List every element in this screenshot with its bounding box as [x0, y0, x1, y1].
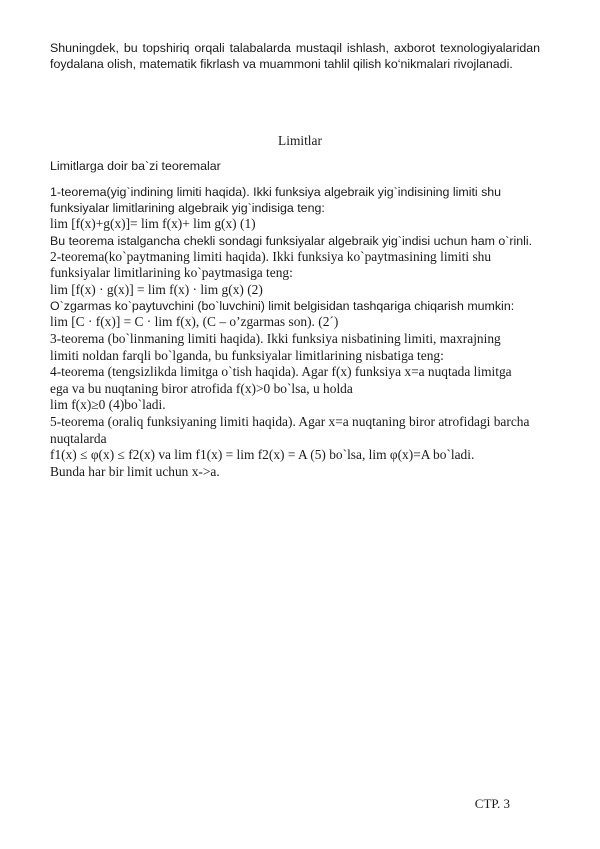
formula-5: f1(x) ≤ φ(x) ≤ f2(x) va lim f1(x) = lim f2(x) = A (5) bo`lsa, lim φ(x)=A bo`ladi.	[50, 447, 475, 463]
theorem-4-line-1: 4-teorema (tengsizlikda limitga o`tish haqida). Agar f(x) funksiya x=a nuqtada limitga	[50, 364, 512, 380]
section-heading: Limitlar	[278, 133, 322, 148]
theorem-1-line-1: 1-teorema(yig`indining limiti haqida). Ikki funksiya algebraik yig`indisining limiti shu	[50, 185, 502, 199]
theorem-5-note: Bunda har bir limit uchun x->a.	[50, 463, 220, 479]
theorem-5-line-1: 5-teorema (oraliq funksiyaning limiti haqida). Agar x=a nuqtaning biror atrofidagi barcha nuqtalarda	[50, 413, 530, 446]
theorem-2-line-2: funksiyalar limitlarining ko`paytmasiga teng:	[50, 265, 293, 281]
theorems-body	[50, 184, 540, 480]
constant-factor-note: O`zgarmas ko`paytuvchini (bo`luvchini) limit belgisidan tashqariga chiqarish mumkin:	[50, 299, 515, 314]
page-number: СТР. 3	[474, 796, 510, 811]
formula-1: lim [f(x)+g(x)]= lim f(x)+ lim g(x) (1)	[50, 216, 256, 231]
theorem-4-line-2: ega va bu nuqtaning biror atrofida f(x)>0 bo`lsa, u holda	[50, 380, 353, 396]
formula-2-prime: lim [C · f(x)] = C · lim f(x), (C – o’zgarmas son). (2´)	[50, 314, 339, 330]
intro-paragraph: Shuningdek, bu topshiriq orqali talabalarda mustaqil ishlash, axborot texnologiyalaridan foydalana olish, matematik fikrlash va muammoni tahlil qilish ko‘nikmalari rivojlanadi.	[50, 41, 540, 71]
theorem-3-line-2: limiti noldan farqli bo`lganda, bu funksiyalar limitlarining nisbatiga teng:	[50, 347, 444, 363]
theorem-1-note: Bu teorema istalgancha chekli sondagi funksiyalar algebraik yig`indisi uchun ham o`rinli.	[50, 233, 533, 248]
formula-2: lim [f(x) · g(x)] = lim f(x) · lim g(x) (2)	[50, 281, 263, 297]
formula-4: lim f(x)≥0 (4)bo`ladi.	[50, 397, 166, 413]
section-subheading: Limitlarga doir ba`zi teoremalar	[50, 159, 221, 173]
theorem-1-line-2: funksiyalar limitlarining algebraik yig`indisiga teng:	[50, 201, 325, 215]
theorem-3-line-1: 3-teorema (bo`linmaning limiti haqida). Ikki funksiya nisbatining limiti, maxrajning	[50, 330, 501, 346]
theorem-2-line-1: 2-teorema(ko`paytmaning limiti haqida). Ikki funksiya ko`paytmasining limiti shu	[50, 248, 492, 264]
